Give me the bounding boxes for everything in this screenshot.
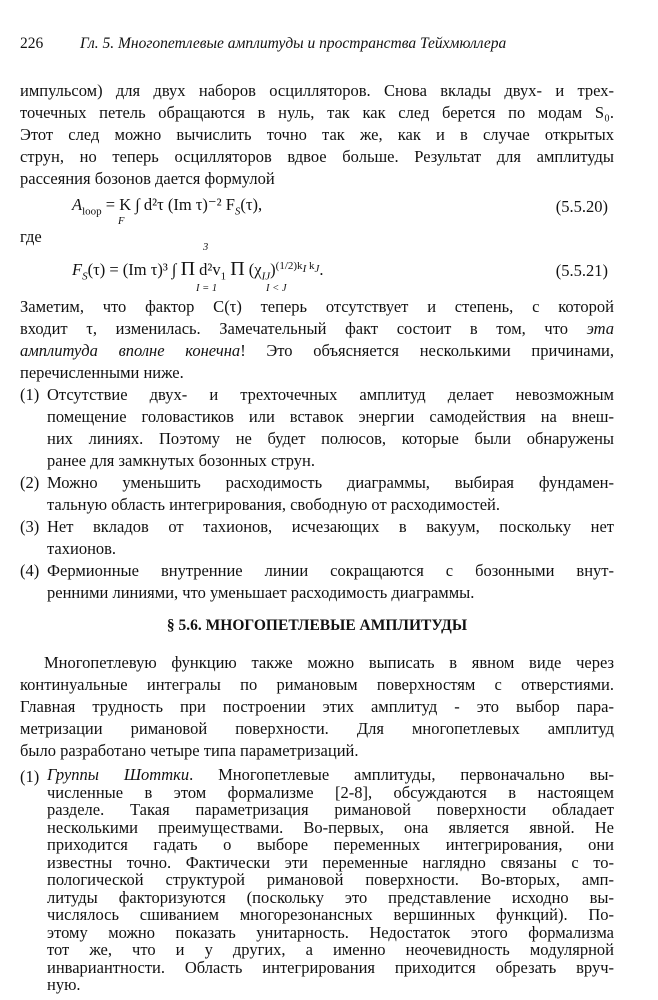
list-item-line: ранее для замкнутых бозонных струн. xyxy=(47,451,315,470)
page-number: 226 xyxy=(20,35,44,52)
where-word: где xyxy=(20,227,42,246)
para2-line-4: перечисленными ниже. xyxy=(20,363,184,382)
intro-line-4: струн, но теперь осцилляторов вдвое больше. Результат для амплитуды xyxy=(20,147,614,166)
intro-line-1: импульсом) для двух наборов осцилляторов. Снова вклады двух- и трех- xyxy=(20,81,614,100)
list-item-line: Отсутствие двух- и трехточечных амплитуд делает невозможным xyxy=(47,385,614,404)
list-item-line: Группы Шоттки. Многопетлевые амплитуды, первоначально вы- xyxy=(47,765,615,784)
list-item-line: приходится гадать о выборе переменных интегрирования, они xyxy=(47,835,614,854)
list-item-line: тальную область интегрирования, свободную от расходимостей. xyxy=(47,495,501,514)
list-item-line: тот же, что и у других, а именно неочевидность модулярной xyxy=(47,940,614,959)
intro-line-5: рассеяния бозонов дается формулой xyxy=(20,169,275,188)
para3-line-5: было разработано четыре типа параметризаций. xyxy=(20,741,359,760)
list-item-line: разделе. Такая параметризация римановой поверхности обладает xyxy=(47,800,614,819)
product-upper-limit: 3 xyxy=(203,242,209,253)
list-item-line: численные в этом формализме [2-8], обсуждаются в настоящем xyxy=(47,783,614,802)
para3-line-3: Главная трудность при построении этих амплитуд - это выбор пара- xyxy=(20,697,614,716)
list-item-line: тахионов. xyxy=(47,539,117,558)
list-item-label: (1) xyxy=(20,767,40,786)
list-item-line: этому можно показать унитарность. Недостаток этого формализма xyxy=(47,923,614,942)
para2-line-1: Заметим, что фактор C(τ) теперь отсутствует и степень, с которой xyxy=(20,297,614,316)
integral-lower-limit: F xyxy=(118,216,125,227)
para3-line-2: континуальные интегралы по римановым поверхностям с отверстиями. xyxy=(20,675,614,694)
para2-line-2: входит τ, изменилась. Замечательный факт состоит в том, что эта xyxy=(20,319,614,338)
equation-body: $F_S(\tau) = (Im$ τ)³ ∫ Π $d^2v_1$ Π $(\chi_{IJ})^{(1/2)k_I k_J}$. xyxy=(72,258,324,283)
list-item-line: пологической структурой римановой поверхности. Во-вторых, амп- xyxy=(47,870,614,889)
list-item-line: несколькими преимуществами. Во-первых, она является явной. Не xyxy=(47,818,614,837)
list-item-line: ренними линиями, что уменьшает расходимость диаграммы. xyxy=(47,583,475,602)
running-title: Гл. 5. Многопетлевые амплитуды и пространства Тейхмюллера xyxy=(80,35,507,52)
equation-body: $A_{loop} = K$ ∫ d²τ (Im τ)⁻² $F_S(\tau)$, xyxy=(72,195,263,218)
para3-line-1: Многопетлевую функцию также можно выписать в явном виде через xyxy=(44,653,614,672)
equation-number: (5.5.21) xyxy=(555,261,608,280)
list-item-line: Нет вкладов от тахионов, исчезающих в вакуум, поскольку нет xyxy=(47,517,614,536)
list-item-line: литуды факторизуются (поскольку это представление исходно вы- xyxy=(47,888,614,907)
list-item-line: Фермионные внутренние линии сокращаются с бозонными внут- xyxy=(47,561,614,580)
equation-5-5-21 xyxy=(20,242,620,294)
section-heading: § 5.6. МНОГОПЕТЛЕВЫЕ АМПЛИТУДЫ xyxy=(166,617,468,634)
running-header xyxy=(20,34,620,54)
para3-line-4: метризации римановой поверхности. Для многопетлевых амплитуд xyxy=(20,719,614,738)
list-item-line: них линиях. Поэтому не будет полюсов, которые были обнаружены xyxy=(47,429,614,448)
list-item-line: известны точно. Фактически эти переменные наглядно связаны с то- xyxy=(47,853,614,872)
list-item-line: Можно уменьшить расходимость диаграммы, выбирая фундамен- xyxy=(47,473,614,492)
list-item-label: (1) xyxy=(20,385,40,404)
equation-number: (5.5.20) xyxy=(555,197,608,216)
list-item-line: помещение головастиков или вставок энергии самодействия на внеш- xyxy=(47,407,614,426)
list-item-label: (4) xyxy=(20,561,40,580)
list-item-line: инвариантности. Область интегрирования приходится обрезать вруч- xyxy=(47,958,614,977)
list-item-label: (2) xyxy=(20,473,40,492)
intro-line-3: Этот след можно вычислить точно так же, как и в случае открытых xyxy=(20,125,614,144)
list-item-line: числялось сшиванием многорезонансных вершинных функций). По- xyxy=(47,905,614,924)
product-lower-limit-2: I < J xyxy=(266,283,287,294)
para2-line-3: амплитуда вполне конечна! Это объясняется несколькими причинами, xyxy=(20,341,614,360)
intro-line-2: точечных петель обращаются в нуль, так как след берется по модам S₀. xyxy=(20,103,614,122)
list-item-line: ную. xyxy=(47,975,81,994)
product-lower-limit: I = 1 xyxy=(196,283,218,294)
list-item-label: (3) xyxy=(20,517,40,536)
